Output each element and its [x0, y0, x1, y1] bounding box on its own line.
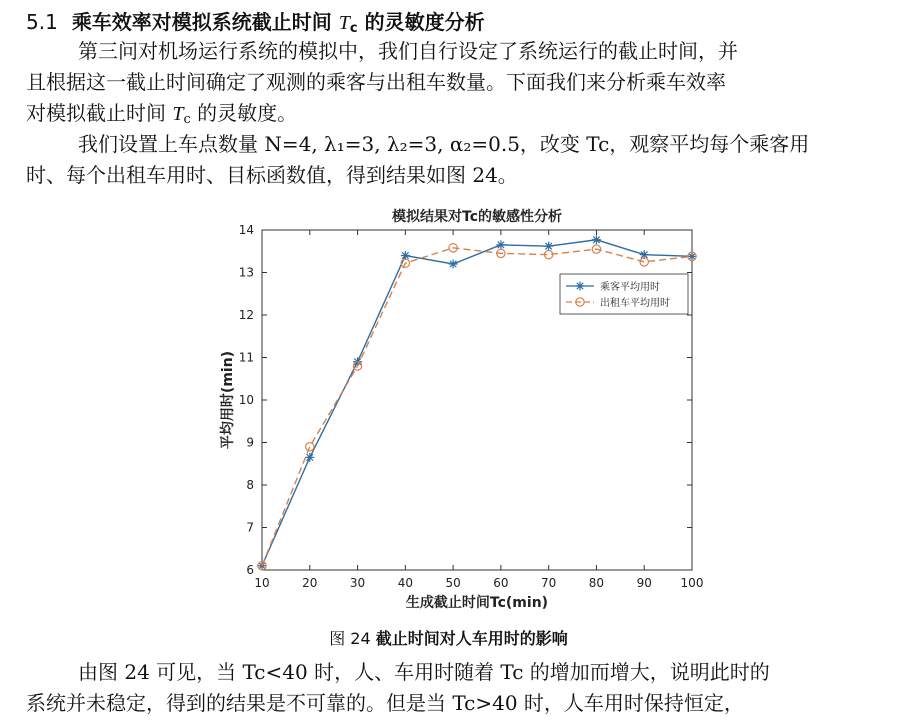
x-tick-label: 70 — [541, 576, 557, 590]
section-number: 5.1 — [26, 10, 58, 34]
x-tick-label: 30 — [349, 576, 366, 590]
series-1-point — [305, 453, 314, 462]
figure-caption — [0, 626, 897, 649]
y-tick-label: 10 — [238, 393, 254, 407]
x-axis-label: 生成截止时间Tc(min) — [405, 595, 549, 611]
para3-line1: 由图 24 可见，当 Tc<40 时，人、车用时随着 Tc 的增加而增大，说明此时的 — [78, 660, 770, 684]
x-tick-label: 20 — [302, 576, 318, 590]
series-1-point — [496, 240, 505, 249]
para1-line3-sub: c — [183, 112, 191, 127]
y-tick-label: 7 — [246, 520, 254, 535]
sensitivity-chart — [210, 200, 710, 620]
legend-label: 出租车平均用时 — [600, 298, 670, 309]
x-tick-label: 80 — [588, 576, 605, 590]
x-tick-label: 90 — [636, 576, 652, 590]
section-title-sub: c — [349, 21, 358, 36]
section-title-post: 的灵敏度分析 — [357, 10, 485, 34]
paragraph-1 — [26, 36, 872, 130]
y-tick-label: 8 — [246, 478, 254, 492]
y-tick-label: 12 — [238, 308, 254, 322]
y-tick-label: 14 — [238, 223, 254, 237]
para1-line3-post: 的灵敏度。 — [190, 101, 298, 125]
x-tick-label: 40 — [397, 576, 413, 590]
para1-line3 — [26, 98, 872, 130]
section-title-pre: 乘车效率对模拟系统截止时间 — [71, 10, 339, 34]
figure-number: 图 24 — [329, 629, 371, 648]
legend-label: 乘客平均用时 — [600, 282, 660, 293]
legend-swatch-marker — [576, 282, 585, 291]
para2-line2: 时、每个出租车用时、目标函数值，得到结果如图 24。 — [26, 163, 518, 187]
paragraph-3 — [26, 657, 872, 719]
para1-line3-pre: 对模拟截止时间 — [26, 101, 173, 125]
section-title-var: T — [338, 12, 350, 34]
figure-caption-text: 截止时间对人车用时的影响 — [375, 629, 568, 648]
x-tick-label: 10 — [254, 576, 270, 590]
series-2-point — [306, 443, 314, 451]
series-1-point — [544, 242, 553, 251]
para1-line1: 第三问对机场运行系统的模拟中，我们自行设定了系统运行的截止时间，并 — [78, 39, 738, 63]
y-tick-label: 6 — [246, 563, 254, 577]
y-axis-label: 平均用时(min) — [220, 350, 236, 450]
chart-title: 模拟结果对Tc的敏感性分析 — [392, 209, 562, 225]
para3-line2: 系统并未稳定，得到的结果是不可靠的。但是当 Tc>40 时，人车用时保持恒定， — [26, 691, 744, 715]
para2-line1: 我们设置上车点数量 N=4, λ₁=3, λ₂=3, α₂=0.5，改变 Tc，观察平均每个乘客用 — [78, 132, 810, 156]
x-tick-label: 50 — [445, 576, 461, 590]
series-1-point — [592, 235, 601, 244]
paragraph-2 — [26, 129, 872, 191]
para1-line3-var: T — [172, 103, 184, 125]
section-title — [26, 6, 485, 35]
y-tick-label: 9 — [246, 435, 254, 450]
x-tick-label: 100 — [680, 576, 704, 590]
series-1-point — [449, 260, 458, 269]
x-tick-label: 60 — [493, 576, 509, 590]
para1-line2: 且根据这一截止时间确定了观测的乘客与出租车数量。下面我们来分析乘车效率 — [26, 70, 726, 94]
y-tick-label: 11 — [238, 350, 254, 365]
y-tick-label: 13 — [238, 265, 254, 280]
